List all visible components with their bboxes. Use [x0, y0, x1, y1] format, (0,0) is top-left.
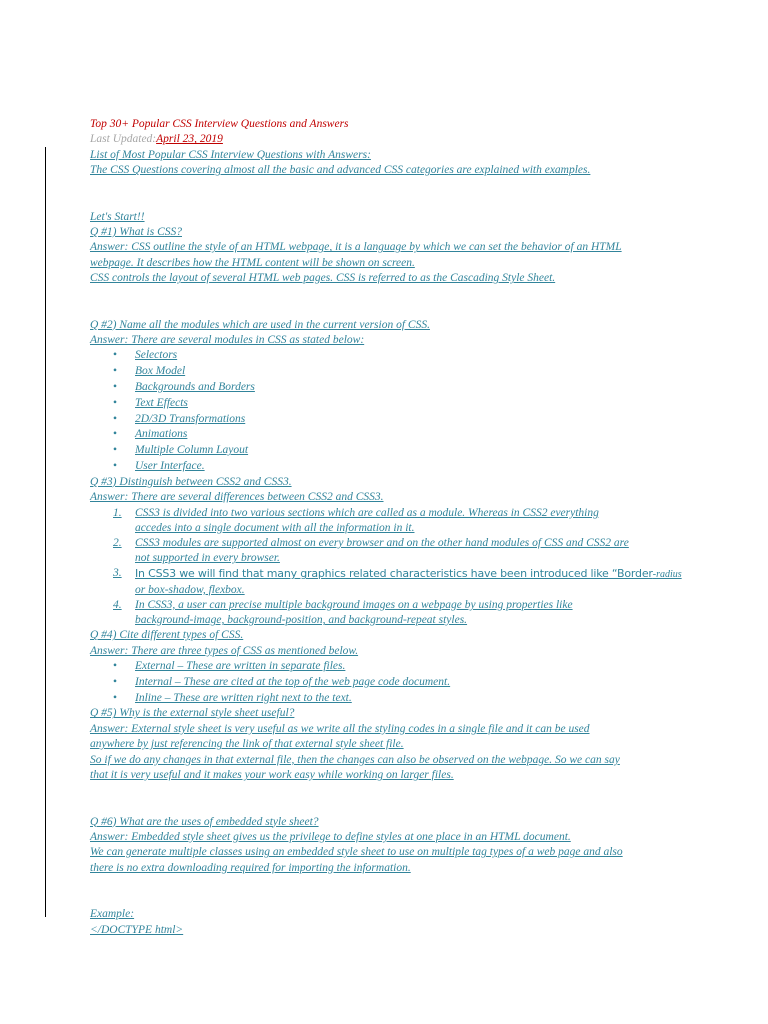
difference-line[interactable]: or box-shadow, flexbox. [135, 583, 245, 596]
q1-answer-line[interactable]: webpage. It describes how the HTML content will be shown on screen. [90, 256, 415, 269]
item-number: 4. [113, 598, 122, 611]
list-item [90, 675, 700, 691]
updated-label: Last Updated: [90, 133, 157, 146]
list-item [90, 536, 700, 566]
list-item [90, 443, 700, 459]
list-item [90, 566, 700, 597]
q1-answer-line[interactable]: CSS controls the layout of several HTML web pages. CSS is referred to as the Cascading Style Sheet. [90, 272, 556, 285]
q3-answer[interactable]: Answer: There are several differences between CSS2 and CSS3. [90, 491, 384, 504]
q4-question[interactable]: Q #4) Cite different types of CSS. [90, 629, 244, 642]
list-item [90, 506, 700, 536]
module-item[interactable]: User Interface. [135, 460, 205, 473]
updated-date[interactable]: April 23, 2019 [156, 133, 223, 146]
difference-line-suffix[interactable]: -radius [652, 569, 682, 581]
q3-question[interactable]: Q #3) Distinguish between CSS2 and CSS3. [90, 475, 292, 488]
list-item [90, 412, 700, 428]
q1-question[interactable]: Q #1) What is CSS? [90, 226, 182, 239]
difference-line[interactable]: CSS3 modules are supported almost on every browser and on the other hand modules of CSS and CSS2 are [135, 537, 629, 550]
q4-answer[interactable]: Answer: There are three types of CSS as mentioned below. [90, 644, 359, 657]
list-item [90, 348, 700, 364]
q6-answer-line[interactable]: there is no extra downloading required for importing the information. [90, 861, 411, 874]
difference-line[interactable]: In CSS3, a user can precise multiple background images on a webpage by using properties like [135, 598, 573, 611]
document-title: Top 30+ Popular CSS Interview Questions and Answers [90, 118, 349, 130]
last-updated [90, 132, 700, 147]
list-item [90, 598, 700, 628]
difference-line[interactable]: In CSS3 we will find that many graphics related characteristics have been introduced like “Border [135, 567, 653, 581]
item-number: 1. [113, 506, 122, 519]
q5-question[interactable]: Q #5) Why is the external style sheet useful? [90, 707, 295, 720]
doctype-code[interactable]: </DOCTYPE html> [90, 923, 184, 936]
list-item [90, 364, 700, 380]
q2-question[interactable]: Q #2) Name all the modules which are used in the current version of CSS. [90, 318, 430, 331]
module-item[interactable]: Box Model [135, 365, 186, 378]
list-item [90, 396, 700, 412]
module-item[interactable]: Selectors [135, 349, 178, 362]
type-item[interactable]: Inline – These are written right next to the text. [135, 691, 352, 704]
list-item [90, 659, 700, 675]
css-types-list [90, 659, 700, 706]
difference-line[interactable]: CSS3 is divided into two various sections which are called as a module. Whereas in CSS2 everything [135, 506, 599, 519]
item-number: 3. [113, 567, 122, 580]
list-item [90, 380, 700, 396]
difference-line[interactable]: not supported in every browser. [135, 552, 280, 565]
module-item[interactable]: Animations [135, 428, 188, 441]
list-item [90, 459, 700, 475]
type-item[interactable]: External – These are written in separate files. [135, 660, 346, 673]
intro-line-1[interactable]: List of Most Popular CSS Interview Questions with Answers: [90, 148, 371, 161]
item-number: 2. [113, 537, 122, 550]
q6-answer-line[interactable]: We can generate multiple classes using an embedded style sheet to use on multiple tag types of a web page and also [90, 846, 623, 859]
page-margin-line [45, 147, 46, 917]
list-item [90, 691, 700, 707]
q6-answer-line[interactable]: Answer: Embedded style sheet gives us the privilege to define styles at one place in an HTML document. [90, 830, 571, 843]
module-item[interactable]: Backgrounds and Borders [135, 381, 255, 394]
document-page [90, 117, 700, 938]
css-modules-list [90, 348, 700, 474]
module-item[interactable]: Text Effects [135, 396, 188, 409]
lets-start[interactable]: Let's Start!! [90, 210, 145, 223]
q5-answer-line[interactable]: Answer: External style sheet is very useful as we write all the styling codes in a single file and it can be used [90, 722, 590, 735]
q5-answer-line[interactable]: anywhere by just referencing the link of that external style sheet file. [90, 738, 404, 751]
css-differences-list [90, 506, 700, 629]
module-item[interactable]: Multiple Column Layout [135, 444, 249, 457]
example-label[interactable]: Example: [90, 908, 135, 921]
list-item [90, 427, 700, 443]
q5-answer-line[interactable]: So if we do any changes in that external file, then the changes can also be observed on the webpage. So we can say [90, 753, 620, 766]
difference-line[interactable]: background-image, background-position, and background-repeat styles. [135, 614, 468, 627]
q5-answer-line[interactable]: that it is very useful and it makes your work easy while working on larger files. [90, 769, 454, 782]
intro-line-2[interactable]: The CSS Questions covering almost all the basic and advanced CSS categories are explained with examples. [90, 164, 591, 177]
type-item[interactable]: Internal – These are cited at the top of the web page code document. [135, 675, 451, 688]
q1-answer-line[interactable]: Answer: CSS outline the style of an HTML webpage, it is a language by which we can set the behavior of an HTML [90, 241, 622, 254]
q2-answer[interactable]: Answer: There are several modules in CSS as stated below: [90, 334, 365, 347]
q6-question[interactable]: Q #6) What are the uses of embedded style sheet? [90, 815, 319, 828]
difference-line[interactable]: accedes into a single document with all the information in it. [135, 521, 415, 534]
module-item[interactable]: 2D/3D Transformations [135, 412, 246, 425]
